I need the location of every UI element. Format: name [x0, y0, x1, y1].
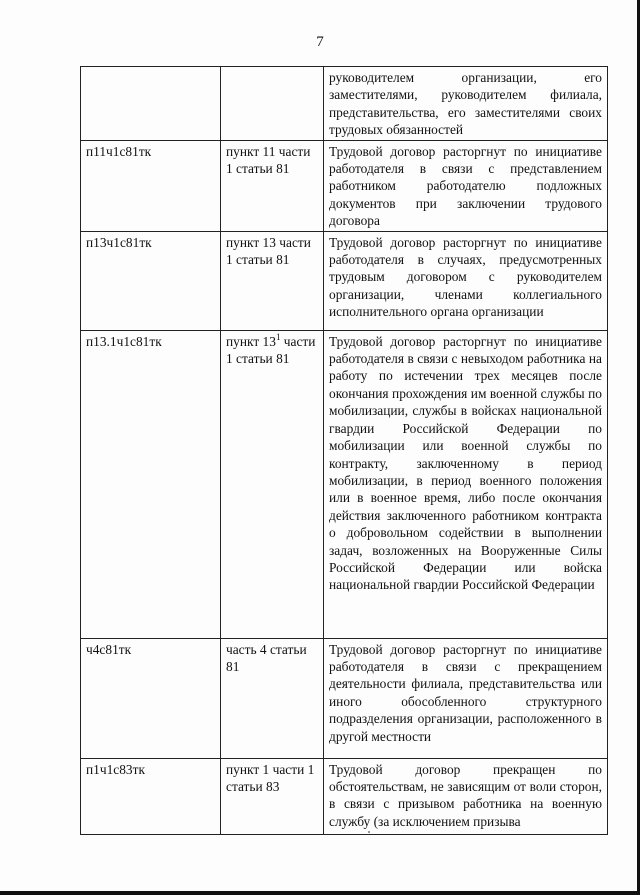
description-cell: Трудовой договор расторгнут по инициативе работодателя в случаях, предусмотренных трудовым договором с руководителем организации, членами коллегиального исполнительного органа организации — [324, 231, 608, 330]
table-row — [81, 140, 608, 231]
article-text-rest: части 1 статьи 81 — [226, 333, 316, 367]
table-row — [81, 638, 608, 758]
article-cell: пункт 11 части 1 статьи 81 — [221, 140, 324, 231]
table-row — [81, 231, 608, 330]
description-cell: Трудовой договор расторгнут по инициативе работодателя в связи с прекращением деятельности филиала, представительства или иного обособленного структурного подразделения организации, расположенного в другой местности — [324, 638, 608, 758]
code-cell — [81, 67, 221, 141]
code-cell: п13.1ч1с81тк — [81, 330, 221, 638]
table-row — [81, 758, 608, 834]
article-cell: пункт 13 части 1 статьи 81 — [221, 231, 324, 330]
code-cell: п11ч1с81тк — [81, 140, 221, 231]
article-superscript: 1 — [275, 331, 281, 342]
description-cell: Трудовой договор прекращен по обстоятельствам, не зависящим от воли сторон, в связи с призывом работника на военную службу (за исключением призыва — [324, 758, 608, 834]
code-cell: п13ч1с81тк — [81, 231, 221, 330]
dismissal-codes-table — [80, 66, 608, 835]
code-cell: п1ч1с83тк — [81, 758, 221, 834]
description-cell: руководителем организации, его заместителями, руководителем филиала, представительства, его заместителями своих трудовых обязанностей — [324, 67, 608, 141]
article-cell: пункт 1 части 1 статьи 83 — [221, 758, 324, 834]
table-row — [81, 330, 608, 638]
table-row — [81, 67, 608, 141]
scan-edge-bottom — [0, 891, 640, 895]
page-number: 7 — [316, 34, 324, 50]
article-cell — [221, 330, 324, 638]
article-cell — [221, 67, 324, 141]
scan-speck — [368, 831, 370, 833]
description-cell: Трудовой договор расторгнут по инициативе работодателя в связи с невыходом работника на работу по истечении трех месяцев после окончания прохождения им военной службы по мобилизации, службы в войсках национальной гвардии Российской Федерации по мобилизации или военной службы по контракту, заключенному в период мобилизации, в период военного положения или в военное время, либо после окончания действия заключенного работником контракта о добровольном содействии в выполнении задач, возложенных на Вооруженные Силы Российской Федерации или войска национальной гвардии Российской Федерации — [324, 330, 608, 638]
article-cell: часть 4 статьи 81 — [221, 638, 324, 758]
article-text: пункт 13 — [226, 333, 276, 349]
description-cell: Трудовой договор расторгнут по инициативе работодателя в связи с представлением работником работодателю подложных документов при заключении трудового договора — [324, 140, 608, 231]
code-cell: ч4с81тк — [81, 638, 221, 758]
